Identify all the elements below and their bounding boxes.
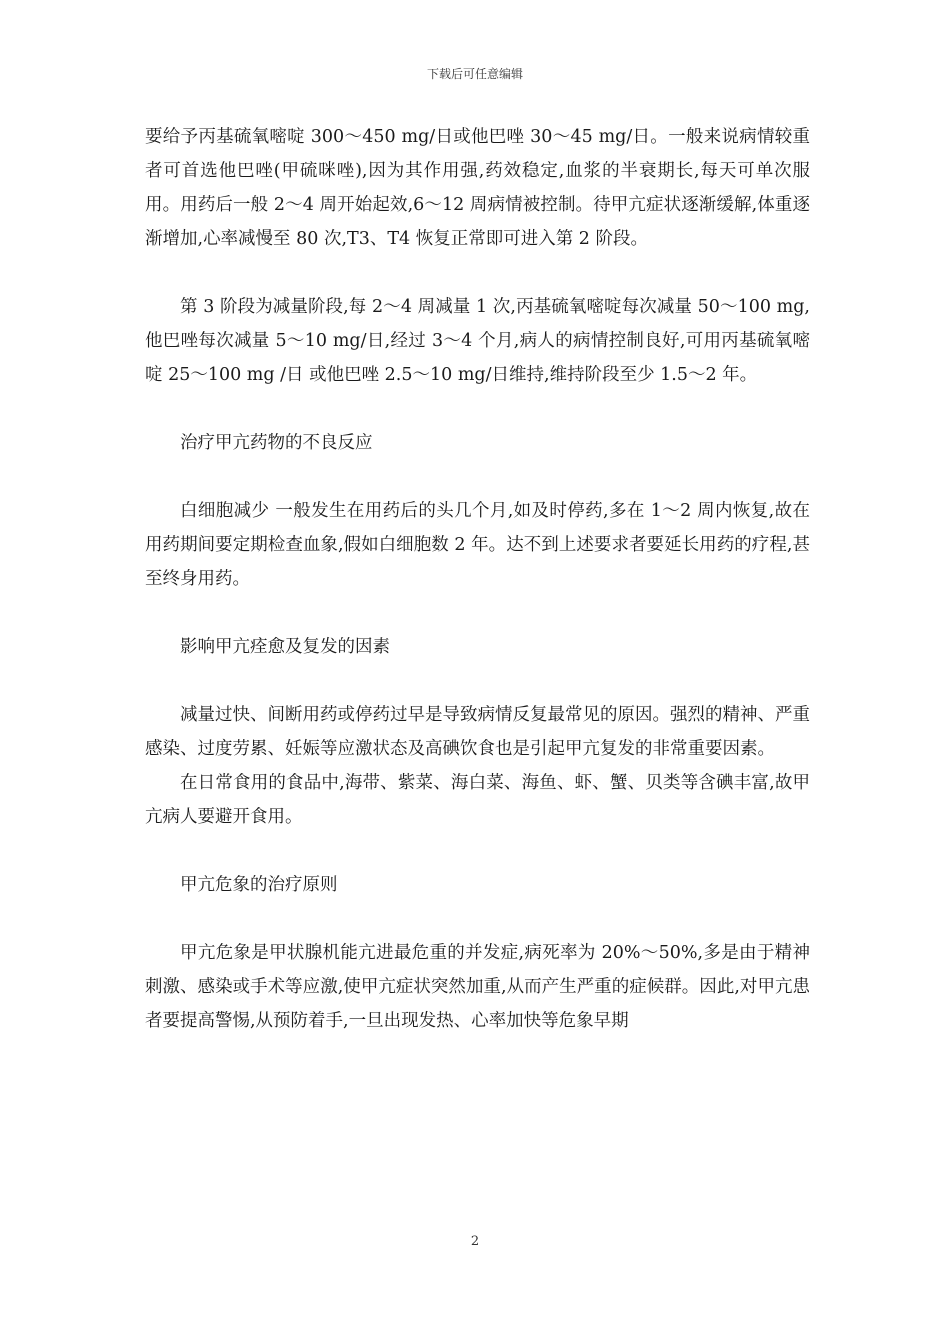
section-heading-adverse-reactions: 治疗甲亢药物的不良反应 (180, 433, 373, 453)
paragraph-thyroid-crisis: 甲亢危象是甲状腺机能亢进最危重的并发症,病死率为 20%～50%,多是由于精神刺激、感染或手术等应激,使甲亢症状突然加重,从而产生严重的症候群。因此,对甲亢患者要提高警惕,从预防着手,一旦出现发热、心率加快等危象早期 (145, 943, 810, 1031)
paragraph-leukopenia: 白细胞减少 一般发生在用药后的头几个月,如及时停药,多在 1～2 周内恢复,故在用药期间要定期检查血象,假如白细胞数 2 年。达不到上述要求者要延长用药的疗程,甚至终身用药。 (145, 501, 810, 589)
paragraph-dosage-continuation: 要给予丙基硫氧嘧啶 300～450 mg/日或他巴唑 30～45 mg/日。一般来说病情较重者可首选他巴唑(甲硫咪唑),因为其作用强,药效稳定,血浆的半衰期长,每天可单次服用。用药后一般 2～4 周开始起效,6～12 周病情被控制。待甲亢症状逐渐缓解,体重逐渐增加,心率减慢至 80 次,T3、T4 恢复正常即可进入第 2 阶段。 (145, 127, 810, 249)
paragraph-iodine-foods: 在日常食用的食品中,海带、紫菜、海白菜、海鱼、虾、蟹、贝类等含碘丰富,故甲亢病人要避开食用。 (145, 773, 810, 827)
page-number: 2 (470, 1234, 480, 1249)
paragraph-recurrence-causes: 减量过快、间断用药或停药过早是导致病情反复最常见的原因。强烈的精神、严重感染、过度劳累、妊娠等应激状态及高碘饮食也是引起甲亢复发的非常重要因素。 (145, 705, 810, 759)
paragraph-stage-3: 第 3 阶段为减量阶段,每 2～4 周减量 1 次,丙基硫氧嘧啶每次减量 50～100 mg,他巴唑每次减量 5～10 mg/日,经过 3～4 个月,病人的病情控制良好,可用丙基硫氧嘧啶 25～100 mg /日 或他巴唑 2.5～10 mg/日维持,维持阶段至少 1.5～2 年。 (145, 297, 810, 385)
section-heading-recurrence-factors: 影响甲亢痊愈及复发的因素 (180, 637, 390, 657)
document-body (145, 120, 810, 1038)
section-heading-crisis-treatment: 甲亢危象的治疗原则 (180, 875, 338, 895)
page-header: 下载后可任意编辑 (426, 67, 523, 81)
